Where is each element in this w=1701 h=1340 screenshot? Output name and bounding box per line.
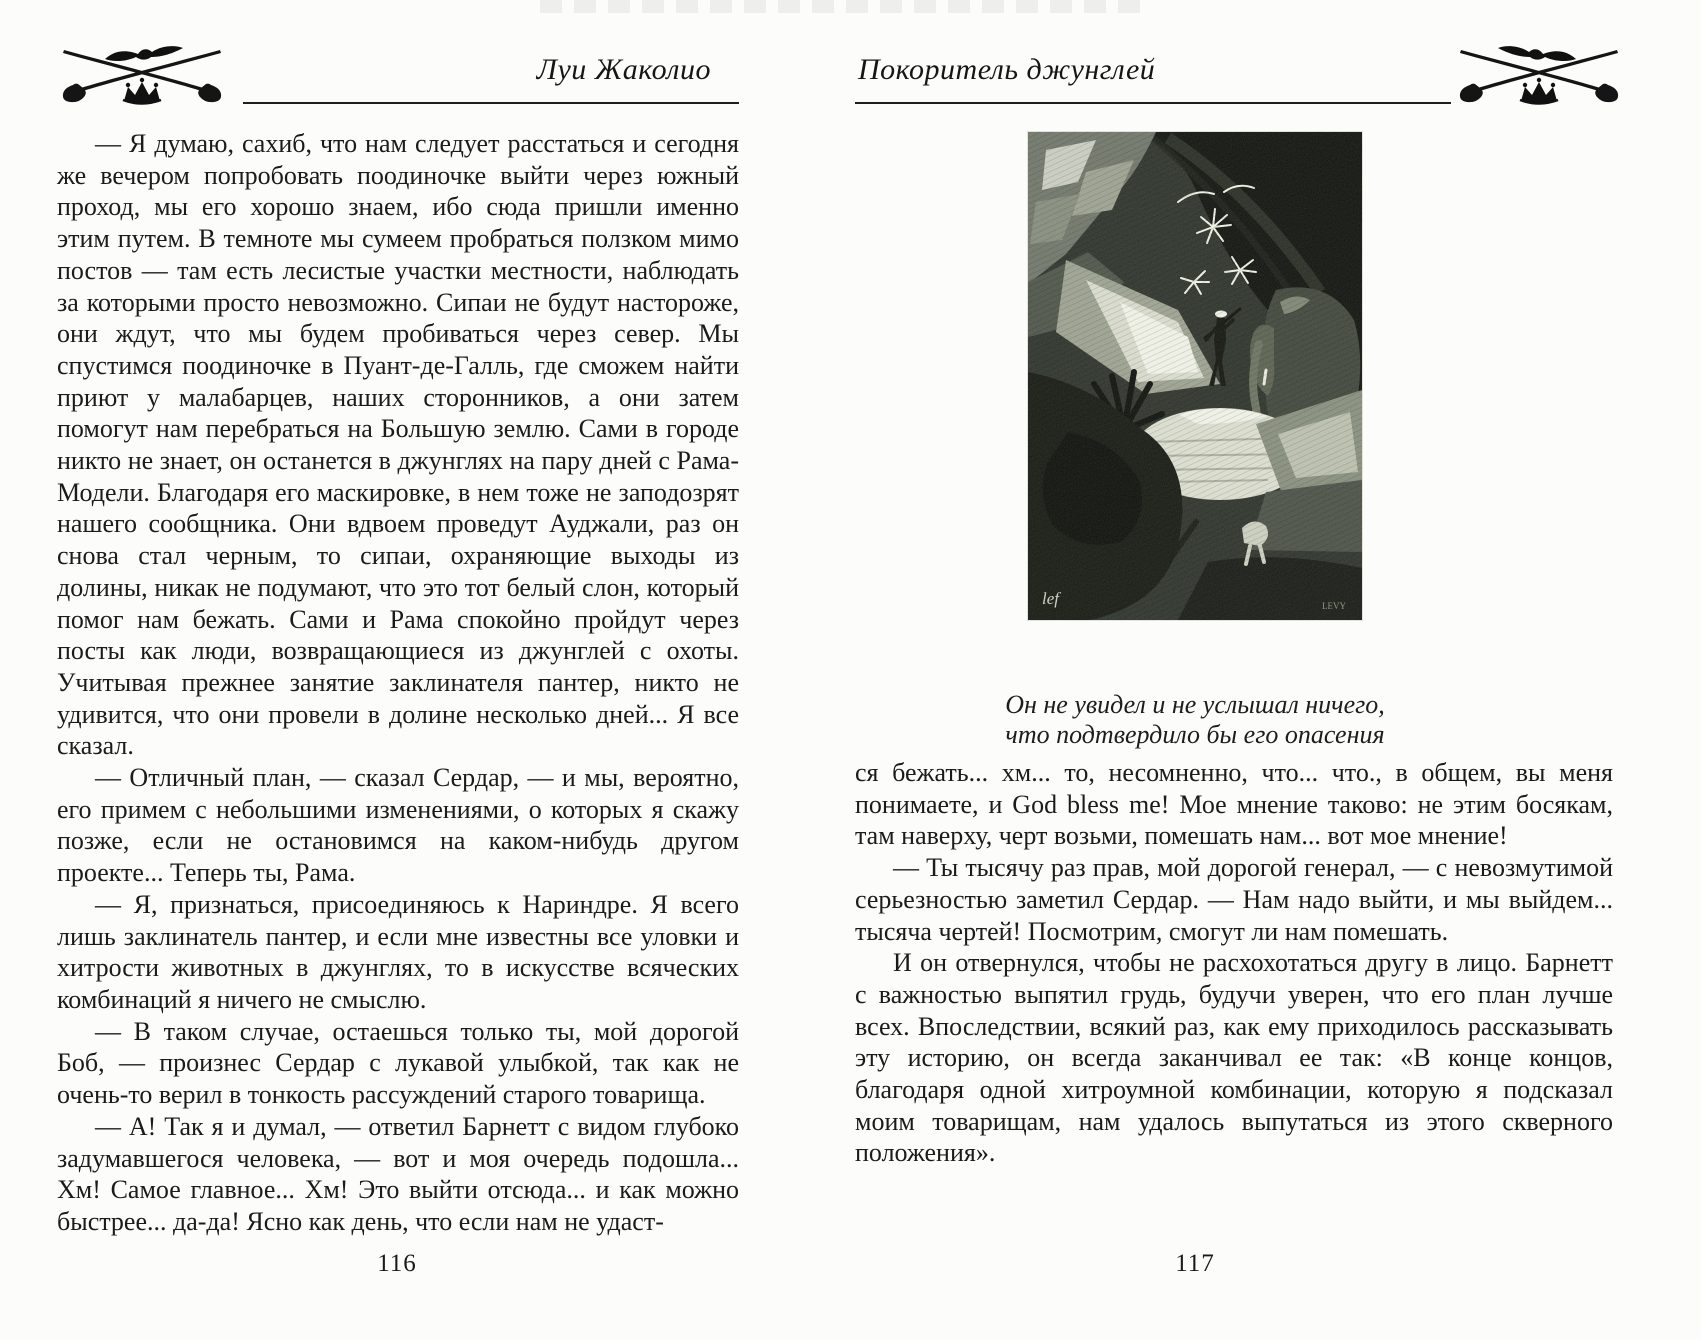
page-number-left: 116 <box>377 1250 417 1277</box>
header-rule <box>243 102 739 104</box>
header-rule <box>855 102 1451 104</box>
paragraph: — В таком случае, остаешься только ты, мой дорогой Боб, — произнес Сердар с лукавой улыбкой, так как не очень-то верил в тонкость рассуждений старого товарища. <box>57 1016 739 1110</box>
caption-line: что подтвердило бы его опасения <box>1005 720 1385 749</box>
paragraph: — А! Так я и думал, — ответил Барнетт с видом глубоко задумавшегося человека, — вот и моя очередь подошла... Хм! Самое главное... Хм! Это выйти отсюда... и как можно быстрее... да-да! Ясно как день, что если нам не удаст- <box>57 1111 739 1236</box>
illustration-caption <box>855 690 1535 750</box>
paragraph: — Я думаю, сахиб, что нам следует расстаться и сегодня же вечером попробовать поодиночке выйти через южный проход, мы его хорошо знаем, ибо сюда пришли именно этим путем. В темноте мы сумеем пробраться ползком мимо постов — там есть лесистые участки местности, наблюдать за которыми просто невозможно. Сипаи не будут настороже, они ждут, что мы будем пробиваться через север. Мы спустимся поодиночке в Пуант-де-Галль, где сможем найти приют у малабарцев, наших сторонников, а они затем помогут нам перебраться на Большую землю. Сами в городе никто не знает, он останется в джунглях на пару дней с Рама-Модели. Благодаря его маскировке, в нем тоже не заподозрят нашего сообщника. Они вдвоем проведут Ауджали, раз он снова стал черным, то сипаи, охраняющие выходы из долины, никак не подумают, что это тот белый слон, который помог нам бежать. Сами и Рама спокойно пройдут через посты как люди, возвращающиеся из джунглей с охоты. Учитывая прежнее занятие заклинателя пантер, никто не удивится, что они провели в долине несколько дней... Я все сказал. <box>57 129 739 761</box>
running-head-book-title: Покоритель джунглей <box>858 53 1156 86</box>
paragraph-continuation: ся бежать... хм... то, несомненно, что... что., в общем, вы меня понимаете, и God bless me! Мое мнение таково: не этим босякам, там наверху, черт возьми, помешать нам... вот мое мнение! <box>855 758 1613 851</box>
right-page-text <box>855 757 1613 1169</box>
paragraph: — Ты тысячу раз прав, мой дорогой генерал, — с невозмутимой серьезностью заметил Сердар. — Нам надо выйти, и мы выйдем... тысяча чертей! Посмотрим, смогут ли нам помешать. <box>855 853 1613 946</box>
sabers-eagle-crown-ornament-icon <box>1453 43 1625 107</box>
paragraph: И он отвернулся, чтобы не расхохотаться другу в лицо. Барнетт с важностью выпятил грудь, будучи уверен, что его план лучше всех. Впоследствии, всякий раз, как ему приходилось рассказывать эту историю, он всегда заканчивал ее так: «В конце концов, благодаря одной хитроумной комбинации, которую я подсказал моим товарищам, нам удалось выпутаться из этого скверного положения». <box>855 948 1613 1168</box>
caption-line: Он не увидел и не услышал ничего, <box>1005 690 1385 719</box>
running-head-author: Луи Жаколио <box>536 53 711 86</box>
page-number-right: 117 <box>1175 1250 1215 1277</box>
scan-edge-artifact <box>540 0 1140 13</box>
sabers-eagle-crown-ornament-icon <box>49 43 235 107</box>
paragraph: — Отличный план, — сказал Сердар, — и мы, вероятно, его примем с небольшими изменениями, о которых я скажу позже, если не остановимся на каком-нибудь другом проекте... Теперь ты, Рама. <box>57 763 739 888</box>
left-page-text <box>57 128 739 1238</box>
paragraph: — Я, признаться, присоединяюсь к Нариндре. Я всего лишь заклинатель пантер, и если мне известны все уловки и хитрости животных в джунглях, то в искусстве всяческих комбинаций я ничего не смыслю. <box>57 889 739 1014</box>
jungle-engraving-illustration <box>1028 132 1362 620</box>
